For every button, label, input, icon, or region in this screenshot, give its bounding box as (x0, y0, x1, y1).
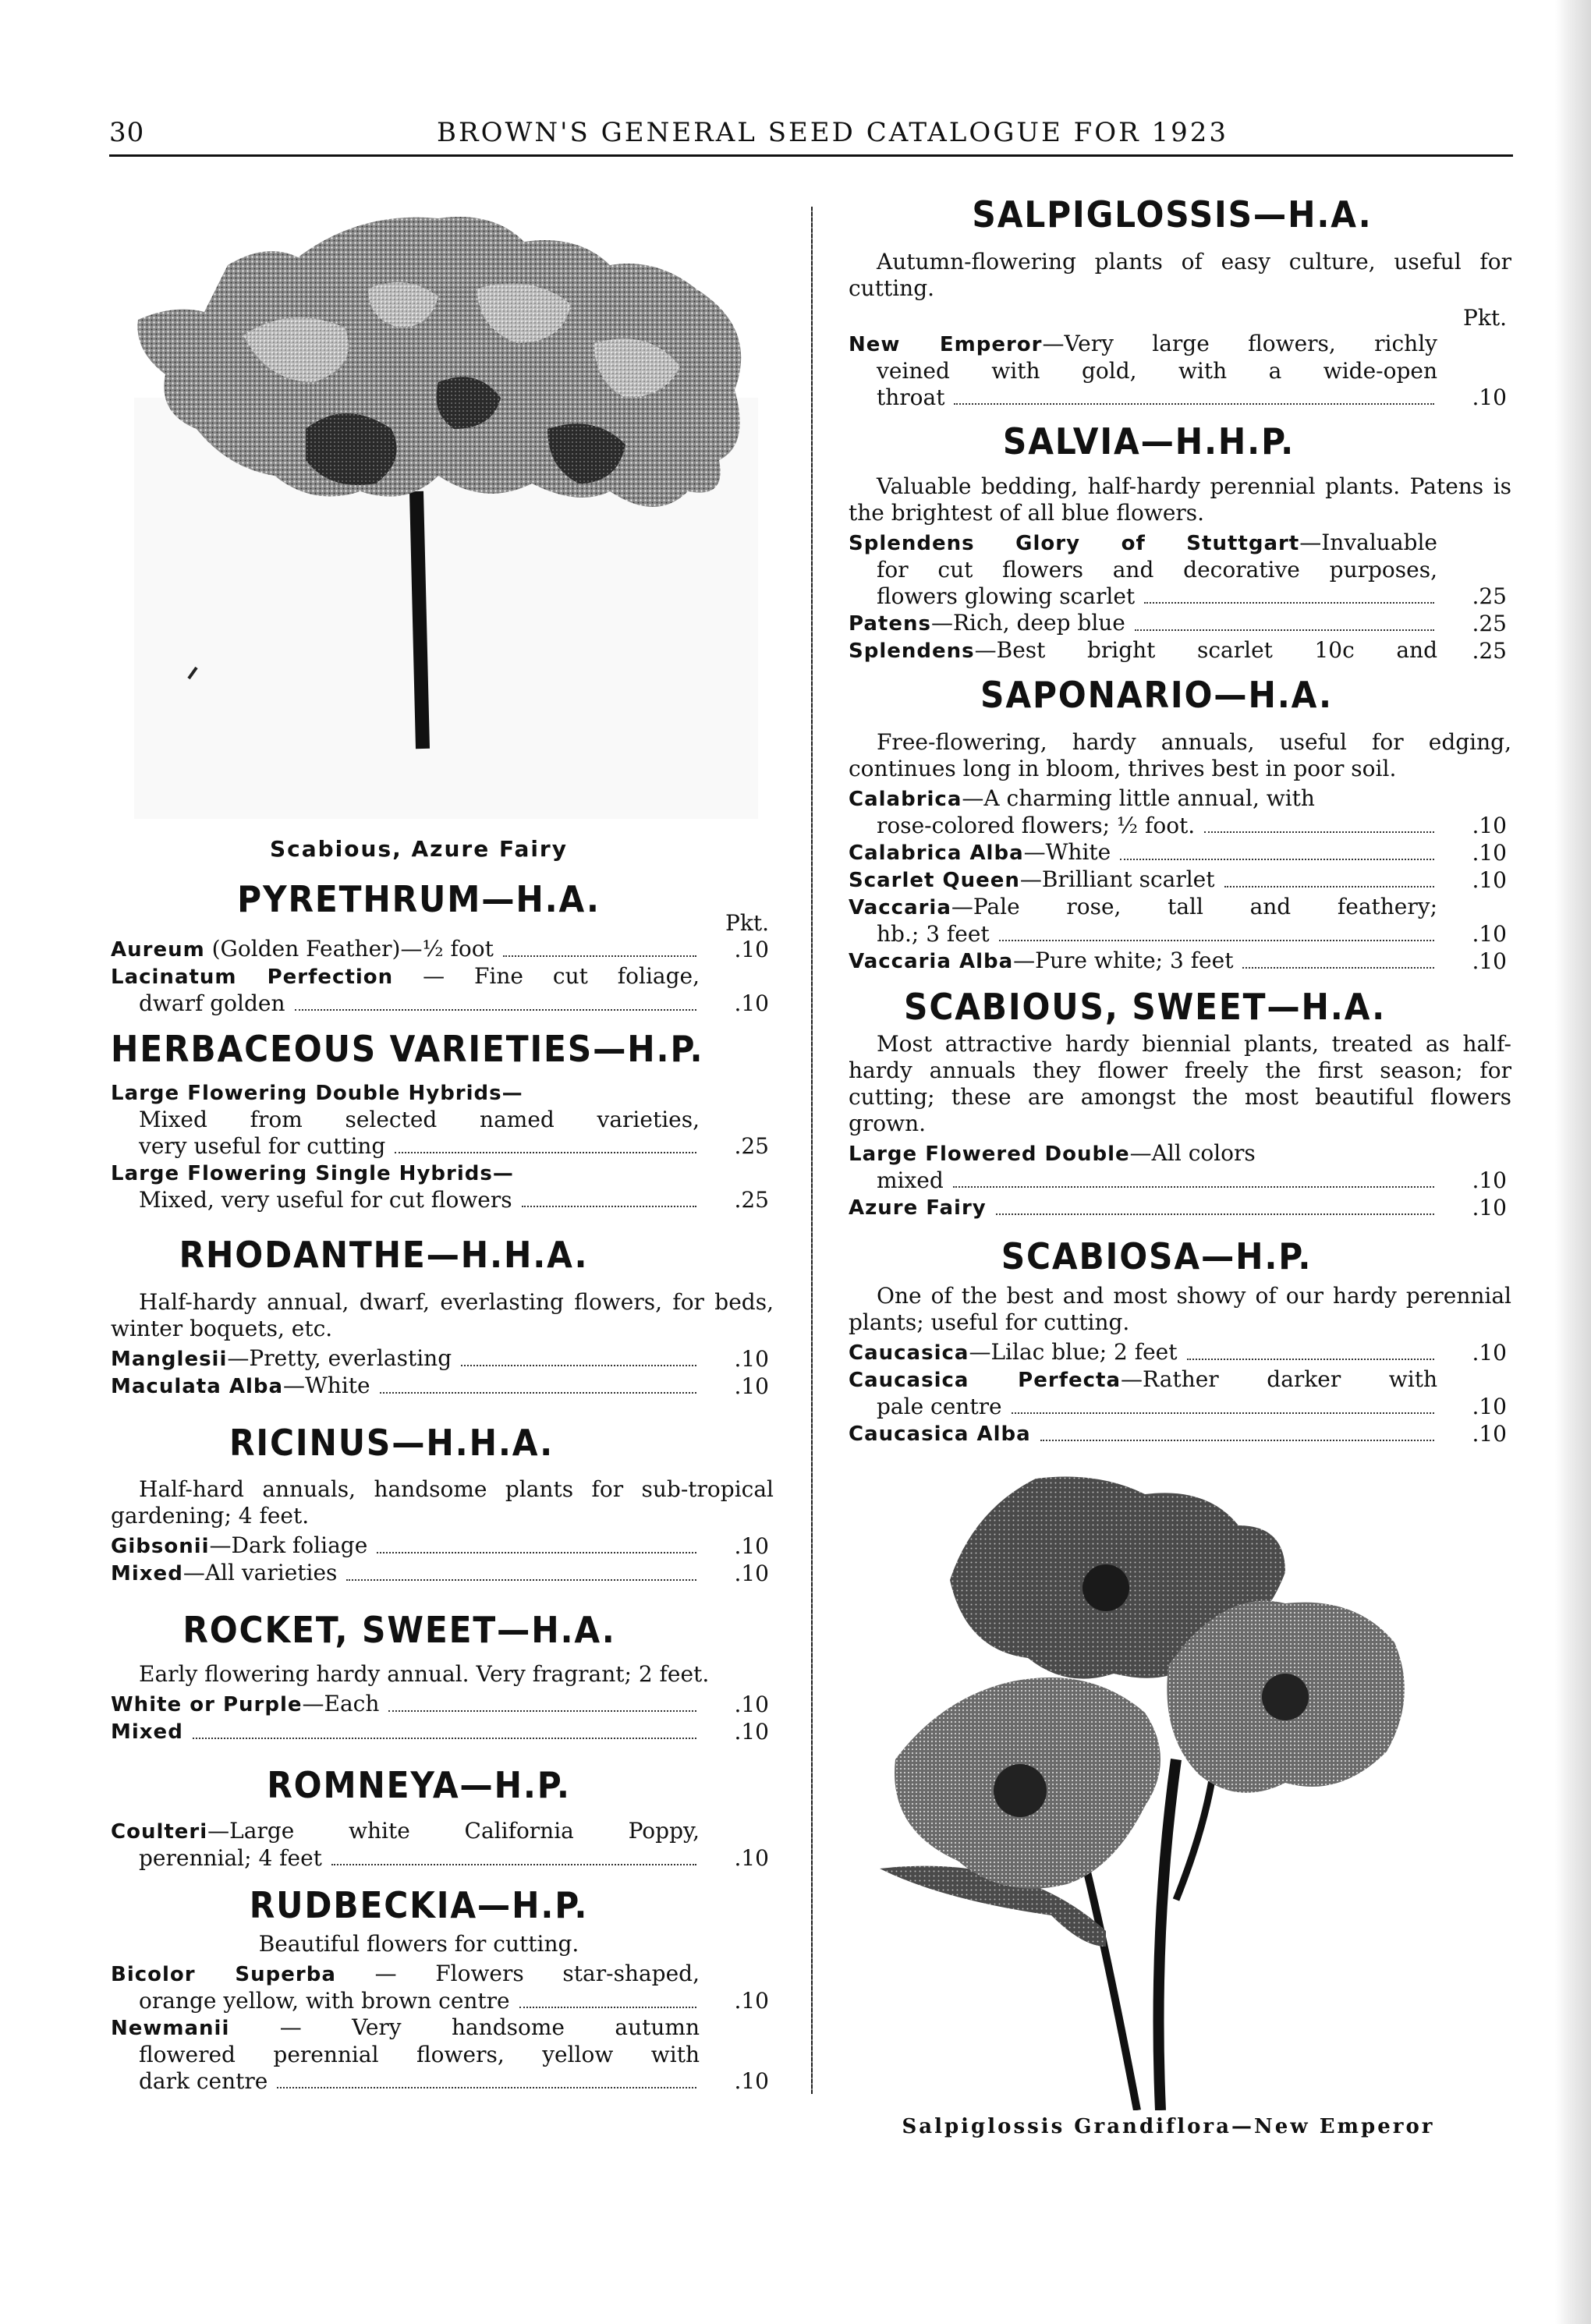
item-price: .25 (1472, 583, 1507, 610)
list-item (111, 1373, 774, 1400)
list-item (111, 1818, 774, 1872)
leader-dots (331, 1863, 696, 1865)
item-price: .10 (1472, 812, 1507, 838)
section-title: HERBACEOUS VARIETIES—H.P. (111, 1027, 704, 1070)
section-title: SAPONARIO—H.A. (980, 674, 1333, 717)
item-desc: —Lilac blue; 2 feet (969, 1338, 1178, 1365)
item-name: Caucasica Alba (849, 1422, 1031, 1446)
leader-dots (388, 1709, 696, 1712)
section-scabious-sweet (849, 987, 1511, 1222)
section-title: ROMNEYA—H.P. (267, 1763, 571, 1806)
section-rhodanthe (111, 1235, 774, 1400)
section-title: RHODANTHE—H.H.A. (179, 1234, 589, 1277)
leader-dots (1135, 629, 1434, 631)
item-desc: —All varieties (182, 1560, 338, 1586)
item-name: Patens (849, 612, 931, 636)
leader-dots (1120, 858, 1434, 860)
list-item (111, 1718, 774, 1745)
leader-dots (954, 402, 1434, 405)
item-name: Calabrica (849, 787, 962, 811)
item-name: Large Flowered Double (849, 1143, 1130, 1167)
item-desc: perennial; 4 feet (139, 1844, 322, 1871)
item-name: Manglesii (111, 1347, 228, 1371)
list-item (111, 1345, 774, 1373)
item-price: .10 (734, 1718, 769, 1745)
page-edge-shadow (1555, 0, 1591, 2324)
item-desc: very useful for cutting (139, 1133, 386, 1160)
pkt-column-label: Pkt. (1463, 304, 1507, 331)
list-item (849, 1420, 1511, 1447)
item-desc: pale centre (877, 1393, 1002, 1419)
header-rule (109, 154, 1513, 157)
section-description: Half-hard annuals, handsome plants for sub-tropical gardening; 4 feet. (111, 1476, 774, 1529)
item-price: .10 (734, 1844, 769, 1871)
section-romneya (111, 1763, 774, 1872)
section-description: Beautiful flowers for cutting. (258, 1931, 579, 1957)
list-item (849, 839, 1511, 866)
item-name: Calabrica Alba (849, 841, 1024, 865)
item-desc: —Rather darker with (1121, 1366, 1437, 1392)
item-price: .10 (734, 1373, 769, 1399)
scabious-flower-illustration-icon (111, 195, 774, 819)
running-title: BROWN'S GENERAL SEED CATALOGUE FOR 1923 (437, 117, 1229, 148)
list-item (111, 963, 774, 1017)
section-description: Most attractive hardy biennial plants, treated as half-hardy annuals they flower freely the first season; for cutting; these are amongst the most beautiful flowers grown. (849, 1031, 1511, 1137)
item-desc: mixed (877, 1167, 944, 1194)
item-price: .10 (1472, 866, 1507, 893)
item-name: Scarlet Queen (849, 868, 1020, 892)
item-name: Splendens (849, 639, 975, 664)
section-title: RICINUS—H.H.A. (229, 1421, 555, 1464)
item-desc: —Pretty, everlasting (227, 1344, 452, 1371)
item-desc: —A charming little annual, with (962, 785, 1315, 811)
item-name: Caucasica Perfecta (849, 1368, 1121, 1392)
leader-dots (996, 1213, 1434, 1215)
salpiglossis-flower-illustration-icon (849, 1463, 1488, 2110)
list-item (849, 637, 1511, 664)
item-name: Bicolor Superba (111, 1963, 336, 1987)
list-item (849, 894, 1511, 948)
section-description: Free-flowering, hardy annuals, useful for edging, continues long in bloom, thrives best in poor soil. (849, 728, 1511, 781)
leader-dots (1187, 1358, 1434, 1360)
list-item (849, 530, 1511, 610)
scabious-figure (111, 195, 774, 862)
item-price: .10 (734, 936, 769, 962)
item-desc: —White (283, 1372, 370, 1398)
item-price: .25 (734, 1133, 769, 1160)
section-title: SCABIOSA—H.P. (1001, 1235, 1313, 1278)
item-price: .10 (1472, 1195, 1507, 1221)
item-desc: —Rich, deep blue (930, 610, 1125, 636)
item-name: Newmanii (111, 2017, 230, 2041)
section-pyrethrum (111, 880, 774, 1017)
item-desc: —Invaluable (1299, 530, 1437, 556)
item-name: Coulteri (111, 1819, 208, 1844)
leader-dots (346, 1578, 696, 1581)
item-name: Gibsonii (111, 1535, 210, 1559)
list-item (111, 936, 774, 963)
item-desc: —Pale rose, tall and feathery; (951, 893, 1437, 919)
item-desc: —All colors (1129, 1140, 1256, 1167)
item-desc: — Fine cut foliage, (423, 962, 700, 989)
list-item (849, 331, 1511, 411)
section-scabiosa (849, 1237, 1511, 1447)
item-name: Splendens Glory of Stuttgart (849, 532, 1300, 556)
item-desc: flowered perennial flowers, yellow with (139, 2042, 700, 2068)
item-desc: — Flowers star-shaped, (374, 1961, 700, 1987)
list-item (849, 610, 1511, 637)
item-desc: dwarf golden (139, 990, 285, 1016)
item-desc: flowers glowing scarlet (877, 583, 1136, 610)
leader-dots (295, 1008, 697, 1011)
item-desc: orange yellow, with brown centre (139, 1988, 510, 2014)
column-divider (811, 207, 813, 2094)
item-desc: throat (877, 384, 945, 410)
list-item (111, 1160, 774, 1213)
item-price: .10 (1472, 384, 1507, 410)
leader-dots (953, 1185, 1434, 1188)
left-column (111, 195, 774, 2095)
leader-dots (519, 2006, 696, 2008)
item-price: .10 (734, 1988, 769, 2014)
item-price: .10 (1472, 1339, 1507, 1366)
item-name: Vaccaria (849, 895, 951, 919)
item-price: .10 (1472, 1420, 1507, 1447)
list-item (849, 1194, 1511, 1221)
item-price: .25 (1472, 638, 1507, 664)
pkt-column-label: Pkt. (725, 909, 769, 936)
leader-dots (1242, 966, 1434, 969)
item-desc: —Dark foliage (209, 1532, 368, 1559)
section-description: Autumn-flowering plants of easy culture, useful for cutting. (849, 248, 1511, 301)
item-desc: —Each (302, 1690, 380, 1716)
item-price: .10 (734, 1533, 769, 1560)
leader-dots (503, 955, 696, 957)
salpiglossis-figure (849, 1463, 1511, 2138)
section-ricinus (111, 1423, 774, 1588)
item-desc: for cut flowers and decorative purposes, (877, 557, 1437, 583)
item-desc: veined with gold, with a wide-open (877, 357, 1437, 384)
item-price: .10 (1472, 1393, 1507, 1419)
list-item (849, 948, 1511, 975)
list-item (849, 1366, 1511, 1420)
list-item (849, 1140, 1511, 1194)
list-item (111, 1560, 774, 1587)
leader-dots (1040, 1439, 1434, 1441)
item-desc: —Brilliant scarlet (1019, 866, 1215, 892)
section-title: SALVIA—H.H.P. (1002, 420, 1295, 462)
item-price: .25 (734, 1187, 769, 1213)
list-item (111, 2014, 774, 2095)
page-number: 30 (109, 117, 145, 148)
list-item (849, 1339, 1511, 1366)
scabious-caption: Scabious, Azure Fairy (269, 836, 568, 862)
item-price: .10 (734, 1691, 769, 1717)
section-title: SALPIGLOSSIS—H.A. (972, 193, 1373, 236)
item-desc: hb.; 3 feet (877, 920, 990, 947)
item-desc: rose-colored flowers; ½ foot. (877, 812, 1196, 838)
section-title: RUDBECKIA—H.P. (249, 1883, 589, 1926)
item-desc: —White (1023, 838, 1111, 865)
leader-dots (522, 1205, 696, 1207)
item-desc: Mixed from selected named varieties, (139, 1107, 700, 1133)
section-salvia (849, 422, 1511, 665)
item-price: .10 (1472, 1167, 1507, 1194)
leader-dots (377, 1551, 696, 1553)
item-desc: —Large white California Poppy, (207, 1817, 700, 1844)
item-price: .10 (1472, 920, 1507, 947)
leader-dots (277, 2086, 696, 2088)
leader-dots (999, 939, 1434, 941)
section-description: Valuable bedding, half-hardy perennial plants. Patens is the brightest of all blue flowers. (849, 473, 1511, 526)
section-description: Early flowering hardy annual. Very fragrant; 2 feet. (139, 1660, 710, 1687)
section-title: SCABIOUS, SWEET—H.A. (903, 985, 1387, 1028)
item-desc: dark centre (139, 2068, 268, 2095)
item-name: Mixed (111, 1720, 183, 1744)
item-name: Vaccaria Alba (849, 949, 1014, 973)
section-salpiglossis (849, 195, 1511, 411)
section-title: ROCKET, SWEET—H.A. (182, 1609, 616, 1652)
leader-dots (380, 1391, 696, 1394)
section-title: PYRETHRUM—H.A. (237, 878, 601, 920)
leader-dots (193, 1737, 696, 1739)
item-price: .25 (1472, 611, 1507, 637)
list-item (111, 1079, 774, 1160)
leader-dots (1204, 831, 1434, 833)
list-item (111, 1532, 774, 1560)
item-name: New Emperor (849, 332, 1043, 356)
item-name: Azure Fairy (849, 1196, 987, 1220)
list-item (849, 785, 1511, 839)
item-name: White or Purple (111, 1692, 303, 1716)
item-name: Maculata Alba (111, 1374, 284, 1398)
item-price: .10 (734, 990, 769, 1016)
item-desc: (Golden Feather)—½ foot (211, 935, 494, 962)
salpiglossis-caption: Salpiglossis Grandiflora—New Emperor (902, 2114, 1435, 2138)
page-header (109, 117, 1505, 164)
item-desc: —Very large flowers, richly (1042, 330, 1437, 356)
section-herbaceous (111, 1029, 774, 1214)
list-item (111, 1961, 774, 2014)
item-desc: —Pure white; 3 feet (1013, 947, 1234, 973)
item-price: .10 (734, 1561, 769, 1587)
leader-dots (395, 1151, 696, 1153)
section-description: One of the best and most showy of our hardy perennial plants; useful for cutting. (849, 1282, 1511, 1335)
item-name: Large Flowering Double Hybrids— (111, 1082, 523, 1106)
item-price: .10 (734, 1345, 769, 1372)
list-item (111, 1691, 774, 1718)
item-desc: —Best bright scarlet 10c and (974, 637, 1437, 664)
item-name: Mixed (111, 1562, 183, 1586)
right-column (849, 195, 1511, 2138)
section-rudbeckia (111, 1883, 774, 2095)
leader-dots (461, 1364, 696, 1366)
item-desc: — Very handsome autumn (279, 2014, 700, 2041)
item-desc: Mixed, very useful for cut flowers (139, 1187, 512, 1213)
leader-dots (1012, 1412, 1434, 1414)
section-rocket (111, 1610, 774, 1745)
item-price: .10 (1472, 948, 1507, 974)
leader-dots (1224, 885, 1435, 887)
item-name: Aureum (111, 937, 205, 962)
section-description: Half-hardy annual, dwarf, everlasting flowers, for beds, winter boquets, etc. (111, 1288, 774, 1341)
item-price: .10 (1472, 839, 1507, 866)
item-name: Caucasica (849, 1341, 969, 1365)
list-item (849, 866, 1511, 894)
item-name: Lacinatum Perfection (111, 965, 394, 989)
item-price: .10 (734, 2068, 769, 2095)
leader-dots (1144, 601, 1434, 604)
section-saponario (849, 675, 1511, 975)
item-name: Large Flowering Single Hybrids— (111, 1162, 514, 1186)
